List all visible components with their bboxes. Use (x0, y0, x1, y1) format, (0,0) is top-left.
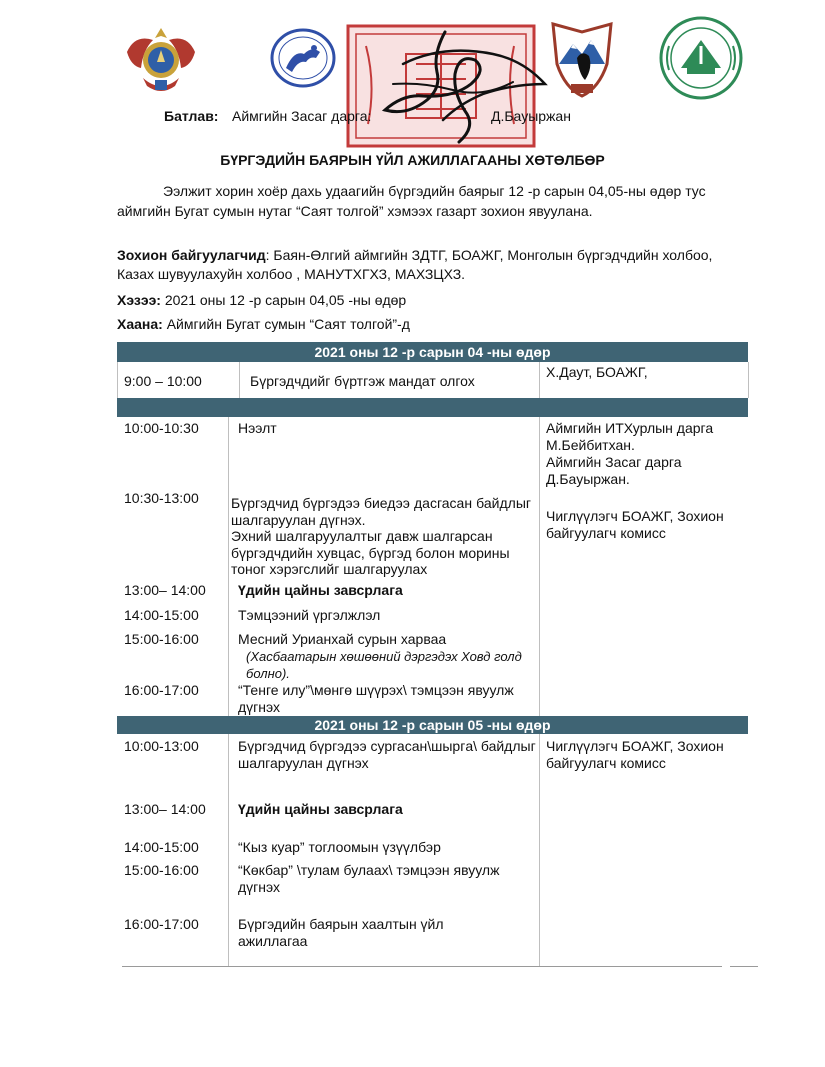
day1-time-4: 14:00-15:00 (124, 607, 199, 623)
day1-event-3: Үдийн цайны завсрлага (238, 582, 403, 598)
day1-time-3: 13:00– 14:00 (124, 582, 206, 598)
day2-time-4: 15:00-16:00 (124, 862, 199, 878)
intro-paragraph: Ээлжит хорин хоёр дахь удаагийн бүргэдийн баярыг 12 -р сарын 04,05-ны өдөр тус аймгийн Бугат сумын нутаг “Саят толгой” хэмээх газарт зохион явуулана. (117, 183, 706, 219)
table-bottom-border (730, 966, 758, 967)
day2-time-3: 14:00-15:00 (124, 839, 199, 855)
day1-event-5-note: (Хасбаатарын хөшөөний дэргэдэх Ховд голд болно). (246, 649, 522, 681)
day2-responsible-1: Чиглүүлэгч БОАЖГ, Зохион байгуулагч комисс (546, 738, 724, 771)
day1-banner: 2021 оны 12 -р сарын 04 -ны өдөр (117, 342, 748, 362)
approve-label: Батлав: (164, 108, 219, 124)
state-emblem-logo (121, 22, 201, 100)
day2-time-5: 16:00-17:00 (124, 916, 199, 932)
table-border (539, 734, 540, 966)
day1-event-2b: Эхний шалгаруулалтыг давж шалгарсан бүргэдчдийн хувцас, бүргэд болон морины тоног хэрэгслийг шалгаруулах (231, 528, 510, 577)
mountain-eagle-logo (549, 18, 615, 100)
day2-event-2: Үдийн цайны завсрлага (238, 801, 403, 817)
day1-reg-responsible: Х.Даут, БОАЖГ, (546, 364, 648, 380)
table-bottom-border (122, 966, 722, 967)
day2-time-2: 13:00– 14:00 (124, 801, 206, 817)
where-line (117, 316, 410, 333)
organizers-label: Зохион байгуулагчид (117, 247, 266, 263)
day1-event-1: Нээлт (238, 420, 277, 436)
organizers-text: : Баян-Өлгий аймгийн ЗДТГ, БОАЖГ, Монголын бүргэдчдийн холбоо, Казах шувуулахуйн холбоо , МАНУТХГХЗ, МАХЗЦХЗ. (117, 247, 713, 282)
federation-logo (270, 28, 336, 88)
where-label: Хаана: (117, 316, 163, 332)
when-label: Хэзээ: (117, 292, 161, 308)
day1-responsible-2: Чиглүүлэгч БОАЖГ, Зохион байгуулагч комисс (546, 508, 724, 541)
day1-event-6: “Тенге илу”\мөнгө шүүрэх\ тэмцээн явуулж дүгнэх (238, 682, 514, 715)
day2-time-1: 10:00-13:00 (124, 738, 199, 754)
day2-event-5: Бүргэдийн баярын хаалтын үйл ажиллагаа (238, 916, 444, 949)
day1-event-4: Тэмцээний үргэлжлэл (238, 607, 381, 623)
day1-event-5: Месний Урианхай сурын харваа (238, 631, 447, 647)
day2-event-1: Бүргэдчид бүргэдээ сургасан\шыргa\ байдлыг шалгаруулан дүгнэх (238, 738, 536, 771)
day1-responsible-1a: Аймгийн ИТХурлын дарга М.Бейбитхан. (546, 420, 714, 453)
spacer-banner (117, 398, 748, 417)
when-text: 2021 оны 12 -р сарын 04,05 -ны өдөр (160, 292, 407, 308)
day1-event-2a: Бүргэдчид бүргэдээ биедээ дасгасан байдлыг шалгаруулан дүгнэх. (231, 495, 531, 528)
day2-event-4: “Көкбар” \тулам булаах\ тэмцээн явуулж дүгнэх (238, 862, 500, 895)
signature (363, 24, 553, 154)
day1-reg-time: 9:00 – 10:00 (124, 373, 202, 389)
day1-time-5: 15:00-16:00 (124, 631, 199, 647)
table-border (228, 417, 229, 716)
organizers-paragraph (117, 246, 747, 284)
where-text: Аймгийн Бугат сумын “Саят толгой”-д (162, 316, 410, 332)
day1-time-1: 10:00-10:30 (124, 420, 199, 436)
table-border (228, 734, 229, 966)
day1-time-6: 16:00-17:00 (124, 682, 199, 698)
day1-time-2: 10:30-13:00 (124, 490, 199, 506)
day2-banner: 2021 оны 12 -р сарын 05 -ны өдөр (117, 716, 748, 734)
kazakh-association-logo (657, 16, 745, 100)
day2-event-3: “Кыз куар” тоглоомын үзүүлбэр (238, 839, 441, 855)
table-border (239, 362, 240, 398)
approve-position: Аймгийн Засаг дарга: (232, 108, 372, 124)
approve-name: Д.Бауыржан (491, 108, 571, 124)
table-border (748, 362, 749, 398)
table-border (117, 362, 118, 398)
when-line (117, 292, 406, 309)
document-title: БҮРГЭДИЙН БАЯРЫН ҮЙЛ АЖИЛЛАГААНЫ ХӨТӨЛБӨР (220, 152, 605, 168)
day1-reg-event: Бүргэдчдийг бүртгэж мандат олгох (250, 373, 475, 389)
table-border (539, 362, 540, 398)
table-border (539, 417, 540, 716)
day1-responsible-1b: Аймгийн Засаг дарга Д.Бауыржан. (546, 454, 682, 487)
